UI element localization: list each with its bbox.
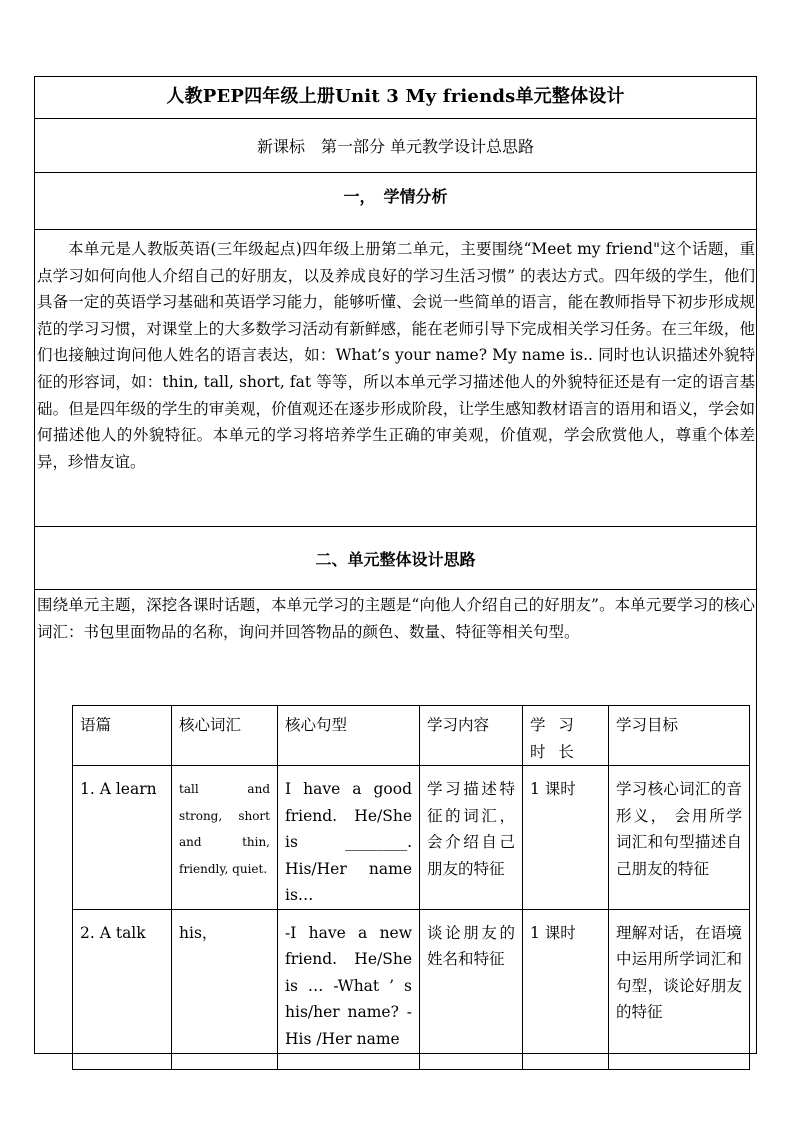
table-row	[73, 766, 750, 910]
divider	[34, 526, 757, 527]
section2-heading: 二、单元整体设计思路	[315, 550, 476, 569]
sentence-cell: -I have a new friend. He/She is … -What ’ s his/her name? -His /Her name	[278, 909, 420, 1069]
table-header-row	[73, 706, 750, 766]
content-cell: 学习描述特征的词汇， 会介绍自己朋友的特征	[420, 766, 523, 910]
content-cell: 谈论朋友的姓名和特征	[420, 909, 523, 1069]
header-cell: 学习目标	[609, 706, 750, 766]
goal-cell: 学习核心词汇的音形义， 会用所学词汇和句型描述自己朋友的特征	[609, 766, 750, 910]
text-cell: 2. A talk	[73, 909, 172, 1069]
text-cell: 1. A learn	[73, 766, 172, 910]
document-subtitle: 新课标 第一部分 单元教学设计总思路	[256, 137, 535, 156]
lesson-plan-table	[72, 705, 750, 1070]
header-cell: 学习内容	[420, 706, 523, 766]
divider	[34, 589, 757, 590]
vocab-cell: his，	[172, 909, 278, 1069]
sentence-cell: I have a good friend. He/She is ________. His/Her name is…	[278, 766, 420, 910]
divider	[34, 229, 757, 230]
header-cell: 核心句型	[278, 706, 420, 766]
table-row	[73, 909, 750, 1069]
goal-cell: 理解对话，在语境中运用所学词汇和句型，谈论好朋友的特征	[609, 909, 750, 1069]
duration-cell: 1 课时	[523, 766, 609, 910]
vocab-cell: tall and strong, short and thin, friendly, quiet.	[172, 766, 278, 910]
header-cell: 语篇	[73, 706, 172, 766]
section1-heading: 一， 学情分析	[343, 187, 448, 206]
duration-cell: 1 课时	[523, 909, 609, 1069]
divider	[34, 172, 757, 173]
document-title: 人教PEP四年级上册Unit 3 My friends单元整体设计	[166, 86, 625, 107]
section2-text: 围绕单元主题，深挖各课时话题，本单元学习的主题是“向他人介绍自己的好朋友”。本单元要学习的核心词汇：书包里面物品的名称，询问并回答物品的颜色、数量、特征等相关句型。	[37, 596, 755, 641]
section1-text: 本单元是人教版英语(三年级起点)四年级上册第二单元，主要围绕“Meet my friend"这个话题，重点学习如何向他人介绍自己的好朋友，以及养成良好的学习生活习惯” 的表达方式。四年级的学生，他们具备一定的英语学习基础和英语学习能力，能够听懂、会说一些简单的语言，能在教师指导下初步形成规范的学习习惯，对课堂上的大多数学习活动有新鲜感，能在老师引导下完成相关学习任务。在三年级，他们也接触过询问他人姓名的语言表达，如：What’s your name? My name is.. 同时也认识描述外貌特征的形容词，如：thin, tall, short, fat 等等，所以本单元学习描述他人的外貌特征还是有一定的语言基础。但是四年级的学生的审美观，价值观还在逐步形成阶段，让学生感知教材语言的语用和语义，学会如何描述他人的外貌特征。本单元的学习将培养学生正确的审美观，价值观，学会欣赏他人，尊重个体差异，珍惜友谊。	[37, 240, 755, 471]
divider	[34, 118, 757, 119]
header-cell: 核心词汇	[172, 706, 278, 766]
header-cell: 学 习 时 长	[523, 706, 609, 766]
